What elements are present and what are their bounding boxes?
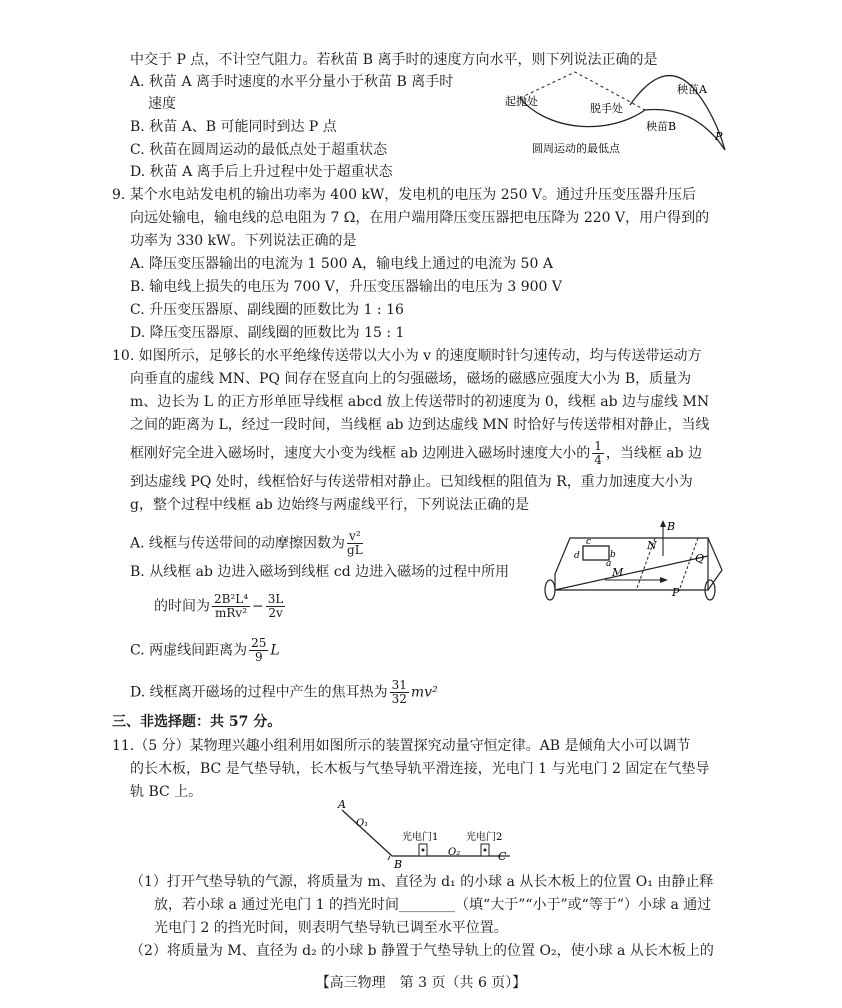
q10-fraction-t1: $\frac{\text{2B²L⁴}}{\text{mRv²}}$ xyxy=(214,592,249,620)
q10-fraction-heat: $\frac{31}{32}$ xyxy=(391,678,407,706)
q11-part-1-line-3: 光电门 2 的挡光时间，则表明气垫导轨已调至水平位置。 xyxy=(154,920,508,936)
section-3-heading: 三、非选择题：共 57 分。 xyxy=(112,714,282,730)
q10-label-p: P xyxy=(672,586,680,599)
q10-stem-5 xyxy=(130,440,702,467)
q11-gate-2-dot xyxy=(484,849,487,852)
q10-arrowhead-v xyxy=(660,577,668,583)
q9-stem-3: 功率为 330 kW。下列说法正确的是 xyxy=(130,233,357,249)
q10-option-a: A. 线框与传送带间的动摩擦因数为 $\frac{\text{v²}}{gL}$ xyxy=(130,529,363,557)
q10-label-m: M xyxy=(612,566,624,579)
q8-option-d: D. 秋苗 A 离手后上升过程中处于超重状态 xyxy=(130,164,393,180)
q10-option-b: B. 从线框 ab 边进入磁场到线框 cd 边进入磁场的过程中所用 xyxy=(130,564,510,580)
q10-stem-1: 10. 如图所示，足够长的水平绝缘传送带以大小为 v 的速度顺时针匀速传动，均与传送带运动方 xyxy=(112,348,702,364)
q10-stem-5b: ，当线框 ab 边 xyxy=(605,445,703,462)
q8-stem-tail: 中交于 P 点，不计空气阻力。若秋苗 B 离手时的速度方向水平，则下列说法正确的是 xyxy=(130,52,658,68)
q10-fraction-dist: $\frac{25}{9}$ xyxy=(251,636,267,664)
q8-label-tuoshou: 脱手处 xyxy=(590,102,623,115)
q8-label-p: P xyxy=(715,130,723,143)
q10-fraction-t2: $\frac{3L}{2v}$ xyxy=(267,592,284,620)
q11-part-1-line-2: 放，若小球 a 通过光电门 1 的挡光时间________（填“大于”“小于”或“等于”）小球 a 通过 xyxy=(154,897,712,913)
q10-stem-2: 向垂直的虚线 MN、PQ 间存在竖直向上的匀强磁场，磁场的磁感应强度大小为 B，质量为 xyxy=(130,371,692,387)
q11-part-1-line-1: （1）打开气垫导轨的气源，将质量为 m、直径为 d₁ 的小球 a 从长木板上的位置 O₁ 由静止释 xyxy=(130,874,714,890)
q10-label-n: N xyxy=(647,539,657,552)
q10-option-d: D. 线框离开磁场的过程中产生的焦耳热为 $\frac{31}{32}$ mv² xyxy=(130,678,438,706)
q10-stem-4: 之间的距离为 L，经过一段时间，当线框 ab 边到达虚线 MN 时恰好与传送带相对静止，当线 xyxy=(130,417,710,433)
q10-stem-7: g，整个过程中线框 ab 边始终与两虚线平行，下列说法正确的是 xyxy=(130,497,530,513)
q10-wire-frame xyxy=(583,546,609,560)
q10-option-c: C. 两虚线间距离为 $\frac{25}{9}$ L xyxy=(130,636,280,664)
q11-label-a: A xyxy=(338,800,346,811)
q10-fraction-mu: $\frac{\text{v²}}{gL}$ xyxy=(347,529,363,557)
q10-label-c: c xyxy=(586,537,592,547)
q10-option-b-cont: 的时间为 $\frac{\text{2B²L⁴}}{\text{mRv²}}$ − $\frac{3L}{2v}$ xyxy=(154,592,284,620)
q11-gate-1-dot xyxy=(422,849,425,852)
q10-label-a: a xyxy=(606,559,612,569)
q10-figure xyxy=(540,518,740,610)
q10-fraction-quarter: $\frac{1}{4}$ xyxy=(594,439,602,467)
q10-arrowhead-b xyxy=(660,520,666,527)
q9-stem-2: 向远处输电，输电线的总电阻为 7 Ω，在用户端用降压变压器把电压降为 220 V，用户得到的 xyxy=(130,210,710,226)
q8-dashed-guide xyxy=(520,72,645,110)
q9-stem-1: 9. 某个水电站发电机的输出功率为 400 kW，发电机的电压为 250 V。通过升压变压器升压后 xyxy=(112,187,697,203)
q10-label-b-corner: b xyxy=(610,550,616,560)
q9-option-b: B. 输电线上损失的电压为 700 V，升压变压器输出的电压为 3 900 V xyxy=(130,279,563,295)
q11-stem-2: 的长木板，BC 是气垫导轨，长木板与气垫导轨平滑连接，光电门 1 与光电门 2 固定在气垫导 xyxy=(130,761,710,777)
q11-stem-1: 11.（5 分）某物理兴趣小组利用如图所示的装置探究动量守恒定律。AB 是倾角大小可以调节 xyxy=(112,738,691,754)
q10-stem-3: m、边长为 L 的正方形单匝导线框 abcd 放上传送带时的初速度为 0，线框 ab 边与虚线 MN xyxy=(130,394,710,410)
q8-circle-arc xyxy=(520,98,645,127)
q11-figure xyxy=(330,800,530,870)
q11-stem-3: 轨 BC 上。 xyxy=(130,784,203,800)
page-footer: 【高三物理 第 3 页（共 6 页）】 xyxy=(315,975,527,991)
q11-label-c: C xyxy=(498,850,507,863)
q11-label-o1: O₁ xyxy=(356,818,369,829)
q10-stem-5a: 框刚好完全进入磁场时，速度大小变为线框 ab 边刚进入磁场时速度大小的 xyxy=(130,445,591,462)
q10-stem-6: 到达虚线 PQ 处时，线框恰好与传送带相对静止。已知线框的阻值为 R，重力加速度大小为 xyxy=(130,474,693,490)
q8-option-a: A. 秋苗 A 离手时速度的水平分量小于秋苗 B 离手时 xyxy=(130,74,454,90)
q11-label-gate2: 光电门2 xyxy=(466,832,503,843)
q11-label-b: B xyxy=(394,858,403,870)
q8-label-miao-b: 秧苗B xyxy=(646,120,677,133)
q10-conveyor-belt xyxy=(545,538,722,600)
q10-label-d: d xyxy=(574,551,580,561)
q11-inclined-board xyxy=(342,810,392,856)
q10-label-q: Q xyxy=(695,552,705,565)
q9-option-a: A. 降压变压器输出的电流为 1 500 A，输电线上通过的电流为 50 A xyxy=(130,256,553,272)
q8-option-c: C. 秋苗在圆周运动的最低点处于超重状态 xyxy=(130,142,388,158)
q11-label-o2: O₂ xyxy=(448,847,461,858)
q8-figure xyxy=(500,60,740,165)
q8-label-lowest: 圆周运动的最低点 xyxy=(532,142,620,155)
q8-option-b: B. 秋苗 A、B 可能同时到达 P 点 xyxy=(130,119,337,135)
q10-label-b: B xyxy=(667,520,676,533)
q11-label-gate1: 光电门1 xyxy=(402,832,439,843)
q8-label-miao-a: 秧苗A xyxy=(677,83,707,96)
q8-option-a-cont: 速度 xyxy=(148,96,176,112)
q9-option-d: D. 降压变压器原、副线圈的匝数比为 15 : 1 xyxy=(130,325,405,341)
q9-option-c: C. 升压变压器原、副线圈的匝数比为 1 : 16 xyxy=(130,302,404,318)
q11-support-left xyxy=(388,856,390,860)
q11-part-2-line-1: （2）将质量为 M、直径为 d₂ 的小球 b 静置于气垫导轨上的位置 O₂，使小球 a 从长木板上的 xyxy=(130,943,714,959)
q8-label-qipao: 起抛处 xyxy=(505,95,538,108)
